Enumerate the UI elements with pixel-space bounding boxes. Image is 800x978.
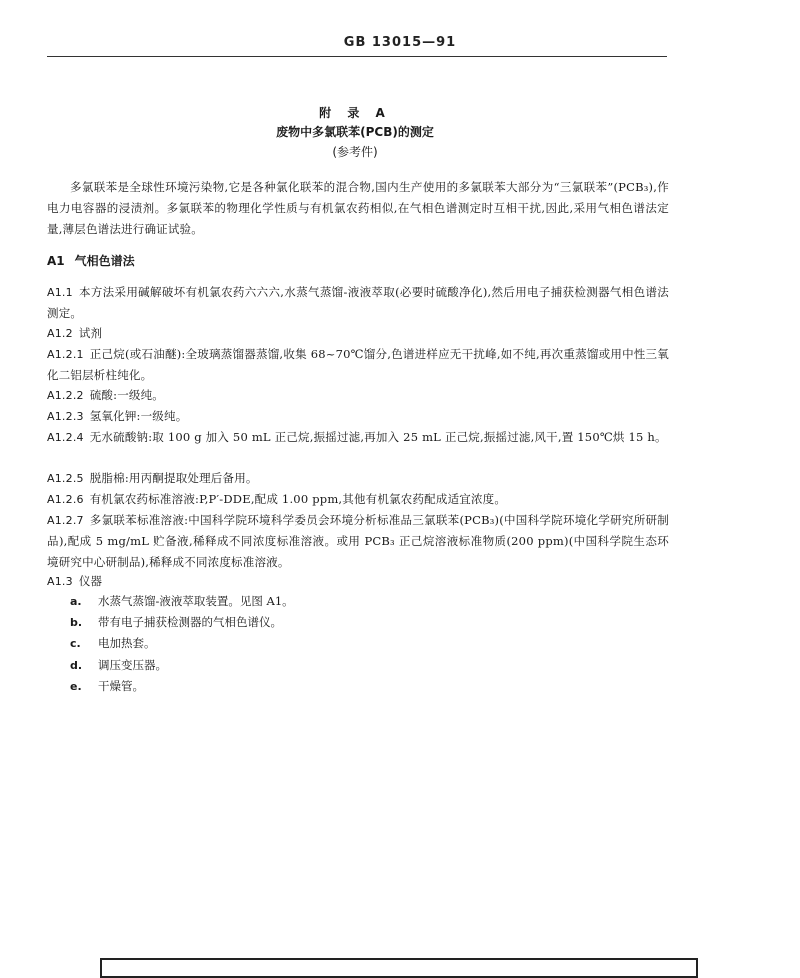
clause-number: A1.2.2 — [47, 389, 84, 402]
intro-paragraph: 多氯联苯是全球性环境污染物,它是各种氯化联苯的混合物,国内生产使用的多氯联苯大部分为“三氯联苯”(PCB₃),作电力电容器的浸渍剂。多氯联苯的物理化学性质与有机氯农药相似,在气相色谱测定时互相干扰,因此,采用气相色谱法定量,薄层色谱法进行确证试验。 — [47, 180, 669, 236]
clause-text: 仪器 — [78, 574, 103, 588]
clause-number: A1.2.1 — [47, 348, 84, 361]
clause-text: 氢氧化钾:一级纯。 — [89, 409, 188, 423]
standard-code: GB 13015—91 — [343, 35, 457, 50]
list-item-text: 干燥管。 — [98, 678, 144, 693]
clause — [47, 282, 669, 324]
clause-text: 硫酸:一级纯。 — [89, 388, 164, 402]
appendix-note: (参考件) — [332, 145, 378, 159]
clause — [47, 344, 669, 386]
list-item — [70, 612, 294, 633]
clause-number: A1.1 — [47, 286, 73, 299]
list-marker: e. — [70, 679, 82, 693]
clause-text: 正己烷(或石油醚):全玻璃蒸馏器蒸馏,收集 68~70℃馏分,色谱进样应无干扰峰,如不纯,再次重蒸馏或用中性三氧化二铝层析柱纯化。 — [47, 347, 669, 382]
list-item — [70, 591, 294, 612]
list-marker: d. — [70, 658, 83, 672]
section-heading — [47, 252, 135, 269]
clause — [47, 571, 669, 592]
clause-number: A1.2.5 — [47, 472, 84, 485]
clause-text: 有机氯农药标准溶液:P,P′-DDE,配成 1.00 ppm,其他有机氯农药配成适宜浓度。 — [89, 492, 507, 506]
clause-text: 试剂 — [78, 326, 103, 340]
list-item — [70, 633, 294, 654]
header-rule — [47, 56, 667, 57]
clause — [47, 323, 669, 344]
clause-number: A1.2.6 — [47, 493, 84, 506]
clause-text: 本方法采用碱解破坏有机氯农药六六六,水蒸气蒸馏-液液萃取(必要时硫酸净化),然后用电子捕获检测器气相色谱法测定。 — [47, 285, 669, 320]
clause-text: 多氯联苯标准溶液:中国科学院环境科学委员会环境分析标准品三氯联苯(PCB₃)(中国科学院环境化学研究所研制品),配成 5 mg/mL 贮备液,稀释成不同浓度标准溶液。或用 PCB₃ 正己烷溶液标准物质(200 ppm)(中国科学院生态环境研究中心研制品),稀释成不同浓度标准溶液。 — [47, 513, 669, 569]
section-title: 气相色谱法 — [74, 254, 135, 268]
list-item-text: 水蒸气蒸馏-液液萃取装置。见图 A1。 — [98, 594, 294, 608]
clause — [47, 385, 669, 406]
clause — [47, 489, 669, 510]
clause-number: A1.2.3 — [47, 410, 84, 423]
appendix-title: 废物中多氯联苯(PCB)的测定 — [276, 125, 434, 139]
clause-number: A1.2 — [47, 327, 73, 340]
list-marker: c. — [70, 637, 81, 651]
list-item-text: 调压变压器。 — [98, 657, 167, 672]
list-item — [70, 655, 294, 676]
list-marker: b. — [70, 616, 83, 630]
clause-number: A1.2.4 — [47, 431, 84, 444]
list-item — [70, 676, 294, 697]
clause — [47, 468, 669, 489]
appendix-label: 附 录 A — [319, 106, 391, 120]
list-marker: a. — [70, 595, 82, 608]
clause-text: 无水硫酸钠:取 100 g 加入 50 mL 正己烷,振摇过滤,再加入 25 mL 正己烷,振摇过滤,风干,置 150℃烘 15 h。 — [89, 430, 667, 444]
list-item-text: 带有电子捕获检测器的气相色谱仪。 — [98, 615, 282, 630]
clause — [47, 427, 669, 448]
instrument-list — [70, 591, 294, 697]
list-item-text: 电加热套。 — [98, 636, 156, 651]
clause — [47, 510, 669, 573]
section-number: A1 — [47, 254, 65, 268]
figure-frame — [100, 958, 698, 978]
clause — [47, 406, 669, 427]
clause-number: A1.3 — [47, 575, 73, 588]
clause-number: A1.2.7 — [47, 514, 84, 527]
clause-text: 脱脂棉:用丙酮提取处理后备用。 — [89, 471, 258, 485]
